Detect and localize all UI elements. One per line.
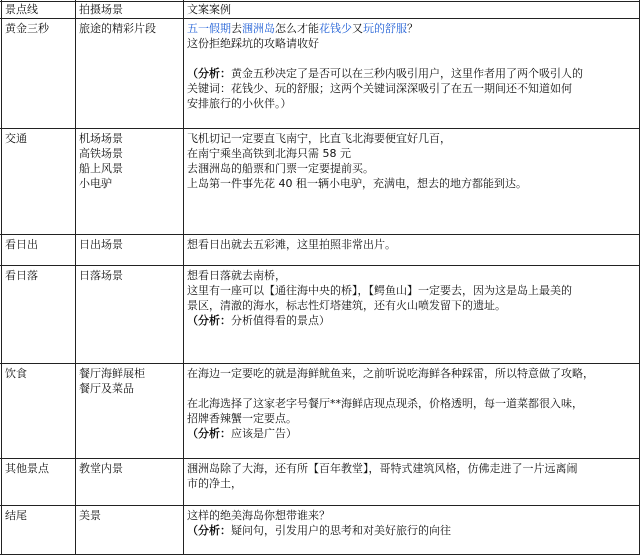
analysis-label: （分析： <box>187 314 231 327</box>
row-1-scene-2: 船上风景 <box>79 162 123 175</box>
row-4-copy-line-3 <box>187 411 297 426</box>
copy-text: 安排旅行的小伙伴。） <box>187 97 292 110</box>
copy-text: 分析值得看的景点） <box>231 314 330 327</box>
row-2-copy-line-0 <box>187 237 396 252</box>
grid-vline-0 <box>1 0 2 555</box>
row-4-copy-line-0 <box>187 366 594 381</box>
row-1-copy-line-1 <box>187 146 351 161</box>
highlight-keyword: 五一假期 <box>187 22 231 35</box>
row-1-copy-line-3 <box>187 176 527 191</box>
row-3-scene-0: 日落场景 <box>79 269 123 282</box>
row-2-scene-0: 日出场景 <box>79 238 123 251</box>
copy-text: 这份拒绝踩坑的攻略请收好 <box>187 37 319 50</box>
row-5-scene-0: 教堂内景 <box>79 462 123 475</box>
row-6-copy-line-1 <box>187 523 451 538</box>
row-1-copy-line-2 <box>187 161 374 176</box>
copy-text: 想看日出就去五彩滩，这里拍照非常出片。 <box>187 238 396 251</box>
copy-text: 又 <box>352 22 363 35</box>
row-2-section: 看日出 <box>5 238 38 251</box>
header-cell-0: 景点线 <box>5 3 38 16</box>
copy-text: 疑问句，引发用户的思考和对美好旅行的向往 <box>231 524 451 537</box>
copy-text: 市的净土， <box>187 477 242 490</box>
copy-text: 这里有一座可以【通往海中央的桥】，【鳄鱼山】一定要去，因为这是岛上最美的 <box>187 284 572 297</box>
grid-hline-5 <box>0 363 640 364</box>
row-0-scene-0: 旅途的精彩片段 <box>79 22 156 35</box>
header-cell-1: 拍摄场景 <box>79 3 123 16</box>
row-3-copy-line-3 <box>187 313 330 328</box>
copy-text: 上岛第一件事先花 40 租一辆小电驴，充满电，想去的地方都能到达。 <box>187 177 527 190</box>
copy-text: 想看日落就去南桥， <box>187 269 286 282</box>
row-3-section: 看日落 <box>5 269 38 282</box>
grid-vline-2 <box>183 0 184 555</box>
analysis-label: （分析： <box>187 67 231 80</box>
copy-text: 涠洲岛除了大海，还有所【百年教堂】，哥特式建筑风格，仿佛走进了一片远离闹 <box>187 462 578 475</box>
row-4-section: 饮食 <box>5 367 27 380</box>
copy-text: 在海边一定要吃的就是海鲜鱿鱼来，之前听说吃海鲜各种踩雷，所以特意做了攻略， <box>187 367 594 380</box>
copy-text: 去 <box>231 22 242 35</box>
copy-text: 飞机切记一定要直飞南宁，比直飞北海要便宜好几百， <box>187 132 451 145</box>
row-1-scene-0: 机场场景 <box>79 132 123 145</box>
copy-text: 关键词：花钱少、玩的舒服；这两个关键词深深吸引了在五一期间还不知道如何 <box>187 82 572 95</box>
highlight-keyword: 花钱少 <box>319 22 352 35</box>
copy-text: 景区，清澈的海水，标志性灯塔建筑，还有火山喷发留下的遗址。 <box>187 299 506 312</box>
copy-text: 在南宁乘坐高铁到北海只需 58 元 <box>187 147 351 160</box>
grid-hline-2 <box>0 128 640 129</box>
grid-hline-1 <box>0 18 640 19</box>
row-6-scene-0: 美景 <box>79 509 101 522</box>
analysis-label: （分析： <box>187 427 231 440</box>
row-3-copy-line-1 <box>187 283 572 298</box>
row-0-copy-line-5 <box>187 96 292 111</box>
copy-text: 黄金五秒决定了是否可以在三秒内吸引用户，这里作者用了两个吸引人的 <box>231 67 583 80</box>
highlight-keyword: 玩的舒服 <box>363 22 407 35</box>
copy-text: 在北海选择了这家老字号餐厅**海鲜店现点现杀，价格透明，每一道菜都很入味， <box>187 397 583 410</box>
copy-text: 怎么才能 <box>275 22 319 35</box>
grid-hline-6 <box>0 458 640 459</box>
row-5-copy-line-0 <box>187 461 578 476</box>
row-6-copy-line-0 <box>187 508 330 523</box>
row-4-scene-0: 餐厅海鲜展柜 <box>79 367 145 380</box>
copy-text: 去涠洲岛的船票和门票一定要提前买。 <box>187 162 374 175</box>
copy-text: ？ <box>407 22 418 35</box>
row-1-copy-line-0 <box>187 131 451 146</box>
row-5-copy-line-1 <box>187 476 242 491</box>
row-6-section: 结尾 <box>5 509 27 522</box>
grid-hline-3 <box>0 234 640 235</box>
row-0-copy-line-1 <box>187 36 319 51</box>
row-4-copy-line-2 <box>187 396 583 411</box>
row-1-scene-1: 高铁场景 <box>79 147 123 160</box>
analysis-label: （分析： <box>187 524 231 537</box>
row-1-scene-3: 小电驴 <box>79 177 112 190</box>
copy-text: 应该是广告） <box>231 427 297 440</box>
row-0-copy-line-3 <box>187 66 583 81</box>
row-4-scene-1: 餐厅及菜品 <box>79 382 134 395</box>
header-cell-2: 文案案例 <box>187 3 231 16</box>
copy-text: 招牌香辣蟹一定要点。 <box>187 412 297 425</box>
row-5-section: 其他景点 <box>5 462 49 475</box>
row-4-copy-line-4 <box>187 426 297 441</box>
row-3-copy-line-2 <box>187 298 506 313</box>
copy-text: 这样的绝美海岛你想带谁来？ <box>187 509 330 522</box>
grid-hline-4 <box>0 265 640 266</box>
grid-vline-1 <box>75 0 76 555</box>
row-0-copy-line-0 <box>187 21 418 36</box>
grid-hline-7 <box>0 505 640 506</box>
highlight-keyword: 涠洲岛 <box>242 22 275 35</box>
row-1-section: 交通 <box>5 132 27 145</box>
row-3-copy-line-0 <box>187 268 286 283</box>
row-0-section: 黄金三秒 <box>5 22 49 35</box>
row-0-copy-line-4 <box>187 81 572 96</box>
